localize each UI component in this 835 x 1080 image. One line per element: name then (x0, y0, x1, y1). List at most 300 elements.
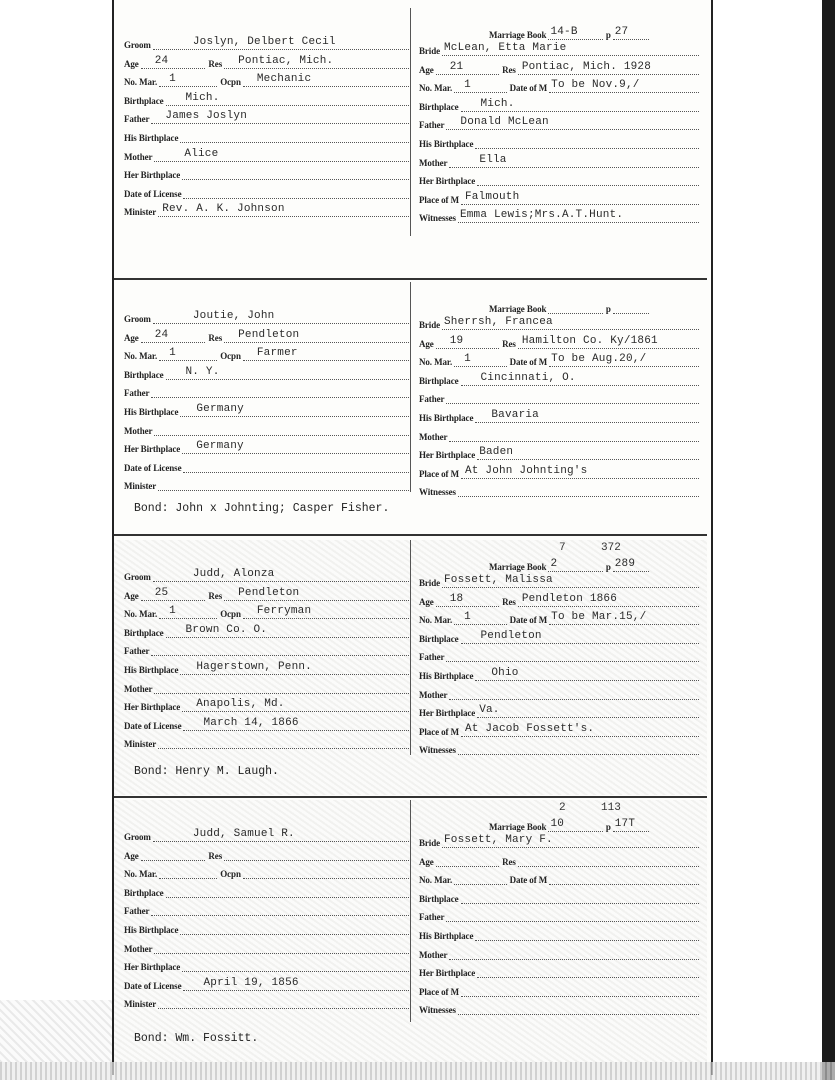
groom-ocpn-value: Ferryman (256, 605, 312, 618)
bride-value: Sherrsh, Francea (444, 316, 553, 328)
groom-2-row (124, 863, 409, 879)
card-separator (114, 796, 707, 798)
bride-4-row (419, 114, 699, 130)
bride-1-row (419, 851, 699, 867)
bride-label: Bride (419, 320, 440, 330)
groom-3-row (124, 90, 409, 106)
groom-her-birthplace-field (182, 440, 409, 454)
card-separator (114, 278, 707, 280)
bride-value: McLean, Etta Marie (444, 42, 567, 54)
bride-0-row (419, 832, 699, 848)
bride-res-value: Pendleton 1866 (521, 592, 618, 605)
column-divider (410, 540, 411, 755)
bride-field (442, 42, 699, 56)
bride-age-value: 18 (449, 592, 464, 605)
groom-0-row (124, 566, 409, 582)
groom-ocpn-label: Ocpn (220, 77, 241, 88)
marriage-page-note: 372 (601, 542, 621, 554)
bond-text: Bond: Henry M. Laugh. (134, 765, 279, 778)
scan-noise (0, 1000, 112, 1062)
groom-her-birthplace-label: Her Birthplace (124, 962, 181, 973)
groom-5-row (124, 127, 409, 143)
bride-field (442, 574, 699, 588)
groom-9-row (124, 475, 409, 491)
groom-value: Joutie, John (192, 310, 275, 322)
groom-birthplace-field (166, 624, 410, 638)
groom-4-row (124, 900, 409, 916)
groom-birthplace-value: Brown Co. O. (185, 623, 268, 636)
bride-6-row (419, 944, 699, 960)
bride-6-row (419, 426, 699, 442)
bride-no-mar-field (454, 611, 506, 625)
groom-date-of-license-field (183, 459, 409, 473)
groom-res-value: Pendleton (238, 586, 300, 599)
groom-no-mar-value: 1 (169, 73, 176, 86)
bride-label: Bride (419, 578, 440, 588)
groom-birthplace-label: Birthplace (124, 369, 164, 380)
groom-ocpn-value: Farmer (256, 347, 298, 360)
bride-her-birthplace-label: Her Birthplace (419, 450, 476, 461)
scan-noise-bottom (0, 1062, 835, 1080)
marriage-page-label: p (605, 304, 611, 314)
groom-res-value: Pontiac, Mich. (238, 54, 334, 67)
bride-5-row (419, 925, 699, 941)
bride-field (442, 834, 699, 848)
bride-no-mar-label: No. Mar. (419, 83, 453, 94)
bride-age-field (436, 61, 499, 75)
marriage-book-field (548, 300, 602, 314)
groom-8-row (124, 715, 409, 731)
marriage-book-label: Marriage Book (489, 30, 547, 40)
groom-age-field (141, 847, 206, 861)
groom-no-mar-field (159, 865, 217, 879)
bride-place-of-m-value: At Jacob Fossett's. (464, 722, 595, 735)
bride-res-field (518, 593, 699, 607)
groom-date-of-license-field (183, 717, 409, 731)
groom-1-row (124, 845, 409, 861)
groom-age-label: Age (124, 590, 139, 601)
groom-minister-label: Minister (124, 207, 157, 218)
bride-place-of-m-value: At John Johnting's (464, 464, 588, 477)
bride-witnesses-field (458, 1001, 699, 1015)
groom-ocpn-field (243, 865, 409, 879)
groom-birthplace-label: Birthplace (124, 95, 164, 106)
groom-6-row (124, 938, 409, 954)
groom-father-field (151, 384, 409, 398)
bride-no-mar-field (454, 353, 506, 367)
bride-res-field (518, 61, 699, 75)
groom-her-birthplace-field (182, 958, 409, 972)
bride-his-birthplace-label: His Birthplace (419, 671, 474, 681)
marriage-book-row (489, 556, 649, 572)
marriage-page-note: 113 (601, 802, 621, 814)
scanner-edge (822, 0, 835, 1080)
groom-3-row (124, 882, 409, 898)
groom-5-row (124, 659, 409, 675)
groom-no-mar-label: No. Mar. (124, 351, 158, 362)
bride-3-row (419, 888, 699, 904)
bride-his-birthplace-field (475, 927, 699, 941)
bride-place-of-m-label: Place of M (419, 726, 459, 737)
marriage-page-value: 17T (614, 818, 636, 830)
groom-her-birthplace-value: Anapolis, Md. (196, 698, 285, 711)
marriage-book-value: 14-B (550, 26, 578, 38)
bride-birthplace-value: Cincinnati, O. (480, 371, 576, 384)
groom-label: Groom (124, 572, 151, 582)
bride-no-mar-field (454, 79, 506, 93)
groom-age-field (141, 329, 206, 343)
bride-her-birthplace-value: Baden (479, 446, 514, 459)
groom-age-label: Age (124, 332, 139, 343)
bride-9-row (419, 739, 699, 755)
groom-minister-field (158, 477, 409, 491)
groom-value: Judd, Alonza (192, 568, 275, 580)
groom-4-row (124, 108, 409, 124)
groom-father-field (151, 642, 409, 656)
bride-4-row (419, 388, 699, 404)
groom-9-row (124, 733, 409, 749)
bride-2-row (419, 351, 699, 367)
bride-res-label: Res (502, 64, 516, 75)
groom-date-of-license-label: Date of License (124, 980, 182, 991)
groom-mother-field (154, 680, 409, 694)
bride-witnesses-value: Emma Lewis;Mrs.A.T.Hunt. (459, 209, 624, 222)
groom-mother-value: Alice (184, 147, 219, 160)
groom-father-label: Father (124, 114, 150, 125)
groom-her-birthplace-label: Her Birthplace (124, 702, 181, 713)
groom-0-row (124, 826, 409, 842)
marriage-book-value: 2 (550, 558, 558, 570)
bride-date-of-m-field (549, 611, 699, 625)
groom-no-mar-field (159, 347, 217, 361)
bride-father-field (446, 908, 699, 922)
marriage-book-field (548, 558, 602, 572)
groom-3-row (124, 622, 409, 638)
bride-his-birthplace-field (475, 135, 699, 149)
bride-his-birthplace-value: Ohio (491, 667, 519, 679)
bride-birthplace-field (461, 630, 700, 644)
bride-birthplace-label: Birthplace (419, 633, 459, 644)
bride-witnesses-field (458, 741, 699, 755)
bride-father-field (446, 116, 699, 130)
bride-date-of-m-label: Date of M (509, 615, 548, 626)
bride-age-label: Age (419, 64, 434, 75)
bride-8-row (419, 721, 699, 737)
groom-mother-label: Mother (124, 683, 153, 694)
bride-birthplace-value: Pendleton (480, 629, 542, 642)
bride-7-row (419, 170, 699, 186)
groom-date-of-license-value: April 19, 1856 (203, 976, 299, 989)
bride-res-value: Pontiac, Mich. 1928 (521, 60, 652, 73)
groom-date-of-license-label: Date of License (124, 188, 182, 199)
groom-birthplace-value: N. Y. (185, 365, 220, 378)
groom-1-row (124, 585, 409, 601)
record-card-1 (114, 8, 707, 276)
bride-birthplace-label: Birthplace (419, 375, 459, 386)
bride-label: Bride (419, 46, 440, 56)
groom-9-row (124, 993, 409, 1009)
groom-minister-value: Rev. A. K. Johnson (162, 203, 285, 216)
groom-no-mar-label: No. Mar. (124, 609, 158, 620)
groom-2-row (124, 345, 409, 361)
groom-7-row (124, 164, 409, 180)
groom-2-row (124, 71, 409, 87)
marriage-book-field (548, 818, 602, 832)
bride-value: Fossett, Mary F. (444, 834, 553, 846)
groom-her-birthplace-value: Germany (196, 440, 244, 453)
groom-mother-label: Mother (124, 151, 153, 162)
groom-5-row (124, 919, 409, 935)
bride-no-mar-field (454, 871, 506, 885)
groom-mother-field (154, 422, 409, 436)
bride-date-of-m-value: To be Nov.9,/ (551, 79, 640, 92)
bride-mother-label: Mother (419, 689, 448, 700)
bride-place-of-m-label: Place of M (419, 194, 459, 205)
bride-2-row (419, 869, 699, 885)
bride-date-of-m-value: To be Mar.15,/ (551, 611, 647, 624)
groom-2-row (124, 603, 409, 619)
bride-label: Bride (419, 838, 440, 848)
groom-mother-label: Mother (124, 943, 153, 954)
bride-3-row (419, 96, 699, 112)
bride-field (442, 316, 699, 330)
groom-7-row (124, 438, 409, 454)
bride-father-label: Father (419, 120, 445, 131)
groom-res-label: Res (208, 332, 223, 343)
bride-her-birthplace-label: Her Birthplace (419, 176, 476, 187)
groom-ocpn-label: Ocpn (220, 609, 241, 620)
groom-field (153, 310, 409, 324)
column-divider (410, 8, 411, 236)
bride-6-row (419, 684, 699, 700)
bride-father-label: Father (419, 912, 445, 923)
record-card-3 (114, 540, 707, 795)
groom-birthplace-field (166, 366, 410, 380)
groom-minister-field (158, 735, 409, 749)
groom-her-birthplace-label: Her Birthplace (124, 170, 181, 181)
groom-ocpn-label: Ocpn (220, 351, 241, 362)
bride-age-value: 21 (449, 60, 464, 73)
groom-6-row (124, 146, 409, 162)
bride-res-field (518, 335, 699, 349)
groom-6-row (124, 420, 409, 436)
groom-4-row (124, 640, 409, 656)
bride-0-row (419, 40, 699, 56)
groom-res-value: Pendleton (238, 328, 300, 341)
groom-age-field (141, 55, 206, 69)
marriage-book-note: 7 (559, 542, 566, 554)
marriage-book-label: Marriage Book (489, 562, 547, 572)
groom-date-of-license-value: March 14, 1866 (203, 716, 299, 729)
bride-7-row (419, 702, 699, 718)
groom-no-mar-value: 1 (169, 605, 176, 618)
groom-father-value: James Joslyn (165, 110, 248, 123)
groom-1-row (124, 327, 409, 343)
groom-his-birthplace-field (180, 921, 409, 935)
groom-age-label: Age (124, 58, 139, 69)
groom-field (153, 568, 409, 582)
bride-his-birthplace-label: His Birthplace (419, 931, 474, 941)
bride-7-row (419, 444, 699, 460)
bride-date-of-m-value: To be Aug.20,/ (551, 353, 647, 366)
bride-5-row (419, 407, 699, 423)
bride-age-label: Age (419, 338, 434, 349)
groom-7-row (124, 696, 409, 712)
groom-ocpn-value: Mechanic (256, 73, 312, 86)
record-card-4 (114, 800, 707, 1062)
marriage-page-label: p (605, 562, 611, 572)
bride-no-mar-label: No. Mar. (419, 615, 453, 626)
marriage-book-row (489, 816, 649, 832)
marriage-page-label: p (605, 822, 611, 832)
bride-witnesses-label: Witnesses (419, 213, 456, 224)
marriage-book-label: Marriage Book (489, 304, 547, 314)
groom-birthplace-field (166, 884, 410, 898)
bride-date-of-m-label: Date of M (509, 875, 548, 886)
marriage-page-field (613, 26, 649, 40)
bride-age-field (436, 335, 499, 349)
bride-age-field (436, 593, 499, 607)
groom-date-of-license-field (183, 185, 409, 199)
groom-her-birthplace-label: Her Birthplace (124, 444, 181, 455)
groom-age-label: Age (124, 850, 139, 861)
groom-his-birthplace-value: Germany (196, 403, 244, 415)
bride-9-row (419, 999, 699, 1015)
bride-her-birthplace-label: Her Birthplace (419, 968, 476, 979)
bride-birthplace-label: Birthplace (419, 893, 459, 904)
groom-value: Joslyn, Delbert Cecil (192, 36, 336, 48)
bride-birthplace-field (461, 890, 700, 904)
groom-1-row (124, 53, 409, 69)
bride-age-field (436, 853, 499, 867)
bride-value: Fossett, Malissa (444, 574, 553, 586)
bride-place-of-m-field (461, 465, 699, 479)
bride-date-of-m-field (549, 353, 699, 367)
groom-date-of-license-label: Date of License (124, 462, 182, 473)
groom-birthplace-label: Birthplace (124, 627, 164, 638)
bride-no-mar-value: 1 (464, 611, 471, 624)
bride-her-birthplace-label: Her Birthplace (419, 708, 476, 719)
groom-9-row (124, 201, 409, 217)
groom-age-value: 24 (154, 54, 169, 67)
groom-no-mar-field (159, 73, 217, 87)
groom-6-row (124, 678, 409, 694)
bride-place-of-m-field (461, 983, 699, 997)
bride-father-value: Donald McLean (460, 116, 549, 129)
bride-mother-field (449, 428, 699, 442)
groom-her-birthplace-field (182, 698, 409, 712)
bride-birthplace-field (461, 372, 700, 386)
bride-birthplace-value: Mich. (480, 97, 515, 110)
bride-mother-value: Ella (479, 153, 507, 166)
marriage-book-value: 10 (550, 818, 565, 830)
marriage-page-field (613, 818, 649, 832)
groom-res-label: Res (208, 590, 223, 601)
bride-5-row (419, 133, 699, 149)
bride-4-row (419, 906, 699, 922)
groom-his-birthplace-field (180, 661, 409, 675)
card-separator (114, 534, 707, 536)
bride-witnesses-field (458, 483, 699, 497)
groom-res-label: Res (208, 58, 223, 69)
bride-res-label: Res (502, 338, 516, 349)
bride-9-row (419, 207, 699, 223)
groom-her-birthplace-field (182, 166, 409, 180)
bond-text: Bond: Wm. Fossitt. (134, 1032, 259, 1045)
groom-ocpn-label: Ocpn (220, 869, 241, 880)
bride-witnesses-field (458, 209, 699, 223)
groom-8-row (124, 183, 409, 199)
marriage-book-row (489, 24, 649, 40)
marriage-book-row (489, 298, 649, 314)
bride-1-row (419, 591, 699, 607)
bride-birthplace-label: Birthplace (419, 101, 459, 112)
bride-mother-field (449, 946, 699, 960)
groom-father-label: Father (124, 388, 150, 399)
bride-6-row (419, 152, 699, 168)
bride-date-of-m-field (549, 871, 699, 885)
bride-her-birthplace-field (477, 704, 699, 718)
bride-place-of-m-value: Falmouth (464, 190, 520, 203)
bride-no-mar-value: 1 (464, 353, 471, 366)
bride-father-label: Father (419, 652, 445, 663)
bride-0-row (419, 314, 699, 330)
bride-his-birthplace-label: His Birthplace (419, 413, 474, 423)
groom-8-row (124, 457, 409, 473)
bride-witnesses-label: Witnesses (419, 745, 456, 756)
groom-ocpn-field (243, 605, 409, 619)
groom-his-birthplace-field (180, 129, 409, 143)
bride-mother-label: Mother (419, 157, 448, 168)
bride-date-of-m-label: Date of M (509, 83, 548, 94)
bride-8-row (419, 189, 699, 205)
marriage-book-label: Marriage Book (489, 822, 547, 832)
marriage-book-field (548, 26, 602, 40)
groom-age-field (141, 587, 206, 601)
marriage-page-value: 289 (614, 558, 636, 570)
groom-5-row (124, 401, 409, 417)
groom-no-mar-field (159, 605, 217, 619)
groom-res-field (224, 55, 409, 69)
bride-no-mar-value: 1 (464, 79, 471, 92)
groom-0-row (124, 308, 409, 324)
bride-witnesses-label: Witnesses (419, 487, 456, 498)
groom-label: Groom (124, 40, 151, 50)
groom-birthplace-value: Mich. (185, 91, 220, 104)
column-divider (410, 282, 411, 492)
bride-her-birthplace-field (477, 446, 699, 460)
bride-mother-label: Mother (419, 431, 448, 442)
groom-age-value: 24 (154, 328, 169, 341)
bride-mother-label: Mother (419, 949, 448, 960)
groom-4-row (124, 382, 409, 398)
groom-birthplace-label: Birthplace (124, 887, 164, 898)
groom-res-field (224, 587, 409, 601)
bride-his-birthplace-value: Bavaria (491, 409, 539, 421)
groom-no-mar-label: No. Mar. (124, 77, 158, 88)
marriage-page-field (613, 300, 649, 314)
groom-no-mar-label: No. Mar. (124, 869, 158, 880)
groom-8-row (124, 975, 409, 991)
groom-his-birthplace-field (180, 403, 409, 417)
groom-his-birthplace-label: His Birthplace (124, 665, 179, 675)
marriage-page-value: 27 (614, 26, 629, 38)
groom-label: Groom (124, 314, 151, 324)
bride-age-value: 19 (449, 334, 464, 347)
bride-mother-field (449, 686, 699, 700)
bride-1-row (419, 59, 699, 75)
bride-place-of-m-field (461, 723, 699, 737)
